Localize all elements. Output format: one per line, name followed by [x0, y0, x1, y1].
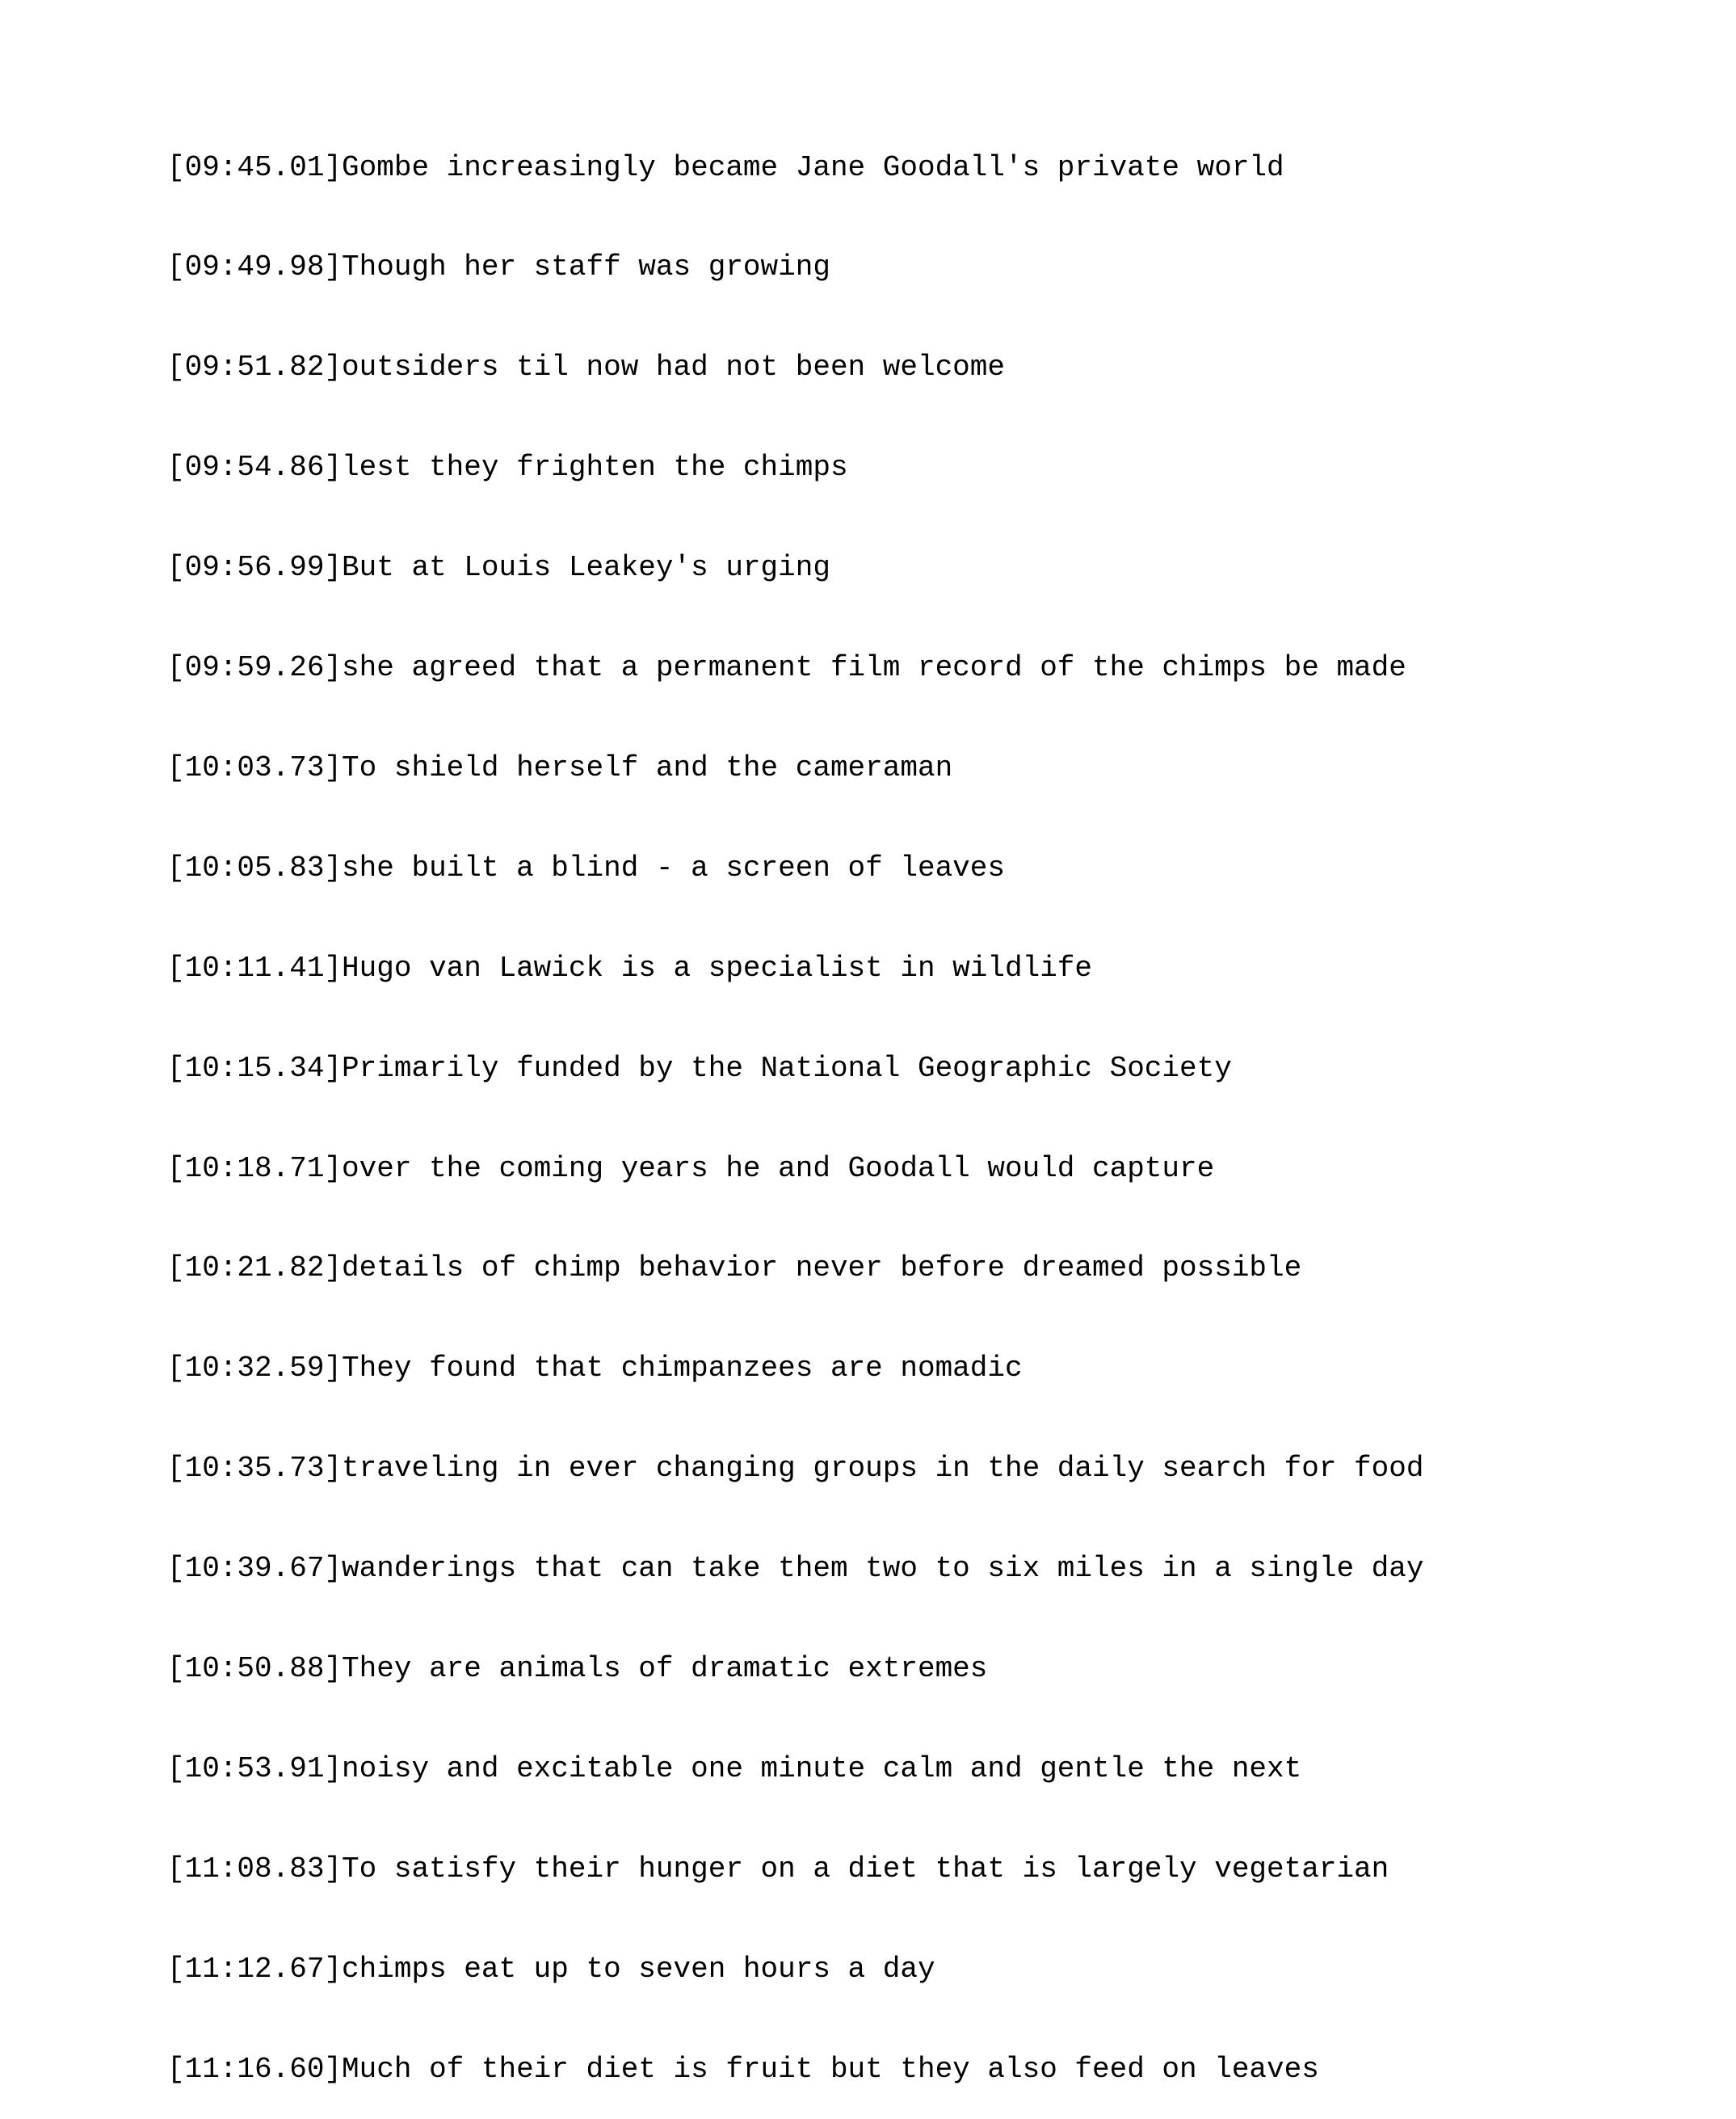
caption-text: she built a blind - a screen of leaves — [342, 851, 1005, 885]
transcript-line — [167, 952, 1423, 985]
timestamp: [11:16.60] — [167, 2052, 343, 2086]
transcript-line — [167, 1852, 1423, 1886]
timestamp: [10:53.91] — [167, 1751, 343, 1785]
transcript-line — [167, 551, 1423, 584]
transcript-line — [167, 2053, 1423, 2086]
timestamp: [09:54.86] — [167, 451, 343, 485]
timestamp: [10:32.59] — [167, 1352, 343, 1385]
caption-text: They are animals of dramatic extremes — [342, 1651, 988, 1685]
caption-text: traveling in ever changing groups in the daily search for food — [342, 1452, 1424, 1486]
caption-text: Much of their diet is fruit but they also feed on leaves — [342, 2052, 1319, 2086]
caption-text: over the coming years he and Goodall would capture — [342, 1151, 1215, 1185]
transcript-line — [167, 1953, 1423, 1986]
caption-text: But at Louis Leakey's urging — [342, 551, 830, 585]
caption-text: They found that chimpanzees are nomadic — [342, 1352, 1023, 1385]
transcript-line — [167, 1552, 1423, 1585]
timestamp: [10:39.67] — [167, 1552, 343, 1586]
caption-text: Primarily funded by the National Geographic Society — [342, 1051, 1232, 1085]
caption-text: Though her staff was growing — [342, 250, 830, 284]
timestamp: [10:05.83] — [167, 851, 343, 885]
timestamp: [10:15.34] — [167, 1051, 343, 1085]
timestamp: [11:12.67] — [167, 1952, 343, 1986]
caption-text: lest they frighten the chimps — [342, 451, 848, 485]
caption-text: details of chimp behavior never before dreamed possible — [342, 1251, 1302, 1285]
timestamp: [10:35.73] — [167, 1452, 343, 1486]
timestamp: [10:11.41] — [167, 951, 343, 985]
transcript-line — [167, 751, 1423, 784]
transcript-line — [167, 1152, 1423, 1185]
caption-text: Gombe increasingly became Jane Goodall's private world — [342, 150, 1284, 184]
caption-text: noisy and excitable one minute calm and gentle the next — [342, 1751, 1302, 1785]
caption-text: To shield herself and the cameraman — [342, 750, 953, 784]
transcript-line — [167, 651, 1423, 684]
timestamp: [09:49.98] — [167, 250, 343, 284]
timestamp: [10:50.88] — [167, 1651, 343, 1685]
transcript-line — [167, 1752, 1423, 1785]
caption-text: Hugo van Lawick is a specialist in wildlife — [342, 951, 1092, 985]
timestamp: [10:18.71] — [167, 1151, 343, 1185]
transcript-line — [167, 151, 1423, 184]
timestamp: [10:03.73] — [167, 750, 343, 784]
timestamp: [09:51.82] — [167, 351, 343, 385]
transcript-line — [167, 1452, 1423, 1485]
caption-text: chimps eat up to seven hours a day — [342, 1952, 935, 1986]
transcript-line — [167, 851, 1423, 885]
transcript-line — [167, 1052, 1423, 1085]
timestamp: [11:08.83] — [167, 1852, 343, 1886]
timestamp: [09:59.26] — [167, 651, 343, 685]
transcript-line — [167, 250, 1423, 284]
timestamp: [09:56.99] — [167, 551, 343, 585]
timestamp: [09:45.01] — [167, 150, 343, 184]
caption-text: she agreed that a permanent film record of the chimps be made — [342, 651, 1406, 685]
transcript-line — [167, 351, 1423, 384]
timestamp: [10:21.82] — [167, 1251, 343, 1285]
caption-text: outsiders til now had not been welcome — [342, 351, 1005, 385]
transcript — [167, 84, 1423, 2119]
transcript-line — [167, 451, 1423, 484]
caption-text: To satisfy their hunger on a diet that is largely vegetarian — [342, 1852, 1389, 1886]
transcript-line — [167, 1251, 1423, 1284]
transcript-line — [167, 1652, 1423, 1685]
transcript-line — [167, 1352, 1423, 1385]
caption-text: wanderings that can take them two to six miles in a single day — [342, 1552, 1424, 1586]
